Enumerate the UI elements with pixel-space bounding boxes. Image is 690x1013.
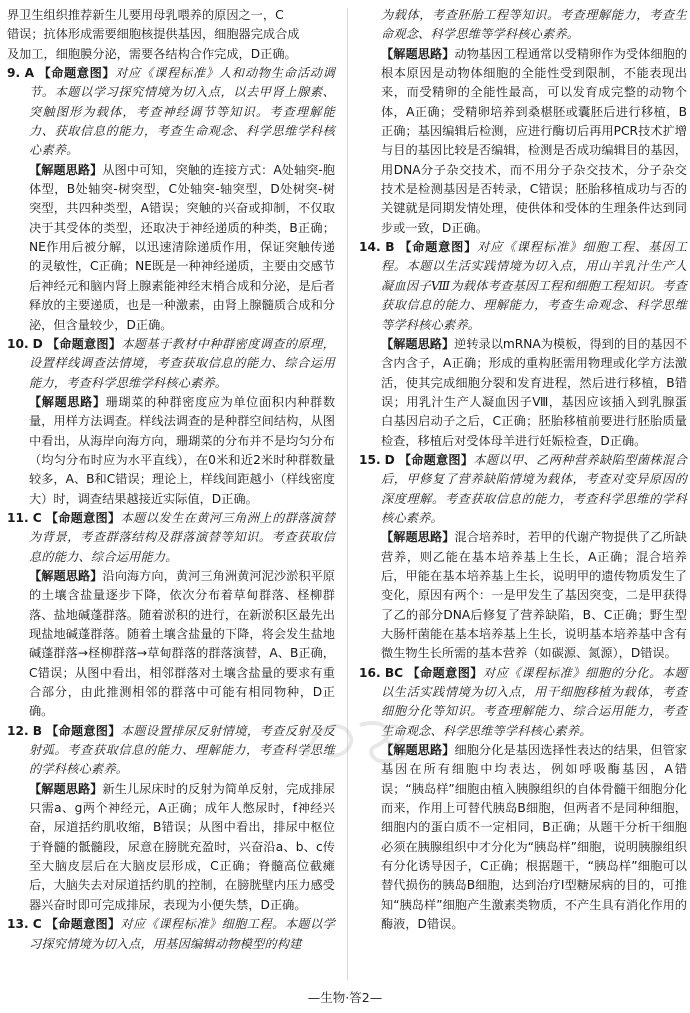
question-number: 15.: [359, 452, 381, 467]
thought-label: 【解题思路】: [381, 336, 455, 351]
question-14: [359, 238, 687, 335]
thought-label: 【解题思路】: [29, 568, 103, 583]
intent-text: 本题以甲、乙两种营养缺陷型菌株混合后，甲修复了营养缺陷情境为载体，考查对变异原因的深度理解。考查获取信息的能力，考查科学思维的学科核心素养。: [381, 452, 687, 525]
thought-block-14: [359, 335, 687, 451]
intro-line: 及加工，细胞膜分泌，需要各结构合作完成，D正确。: [7, 46, 297, 61]
thought-block-12: [7, 780, 335, 915]
thought-block-10: [7, 393, 335, 509]
intent-text: 对应《课程标准》细胞工程。本题以学习探究情境为切入点，用基因编辑动物模型的构建: [29, 917, 335, 951]
thought-text: 从图中可知，突触的连接方式：A处轴突-胞体型，B处轴突-树突型，C处轴突-轴突型，D处树突-树突型，共四种类型，A错误；突触的兴奋或抑制，不仅取决于其受体的类型，还取决于神经递质的种类，B正确；NE作用后被分解，以迅速清除递质作用，保证突触传递的灵敏性，C正确；NE既是一种神经递质，主要由交感节后神经元和脑内肾上腺素能神经末梢合成和分泌，是后者释放的主要递质，也是一种激素，由肾上腺髓质合成和分泌，但含量较少，D正确。: [29, 162, 335, 332]
thought-text: 动物基因工程通常以受精卵作为受体细胞的根本原因是动物体细胞的全能性受到限制，不能表现出来，而受精卵的全能性最高，可以发育成完整的动物个体，A正确；受精卵培养到桑椹胚或囊胚后进行移植，B正确；基因编辑后检测，应进行酶切后再用PCR技术扩增与目的基因比较是否编辑，检测是否成功编辑目的基因，用DNA分子杂交技术，而不用分子杂交技术，分子杂交技术是检测基因是否转录，C错误；胚胎移植成功与否的关键就是同期发情处理，使供体和受体的生理条件达到同步或一致，D正确。: [381, 46, 687, 235]
thought-block-13: [359, 45, 687, 238]
question-number: 10.: [7, 336, 29, 351]
continued-intent: [359, 6, 687, 45]
question-11: [7, 509, 335, 567]
thought-text: 新生儿尿床时的反射为简单反射，完成排尿只需a、g两个神经元，A正确；成年人憋尿时，f神经兴奋，尿道括约肌收缩，B错误；从图中看出，排尿中枢位于脊髓的骶髓段，尿意在膀胱充盈时，兴奋沿a、b、c传至大脑皮层后在大脑皮层形成，C正确；脊髓高位截瘫后，大脑失去对尿道括约肌的控制，在膀胱壁内压力感受器兴奋时即可完成排尿，表现为小便失禁，D正确。: [29, 781, 335, 912]
question-9: [7, 64, 335, 161]
right-column: [359, 6, 687, 935]
answer-letter: B: [385, 240, 395, 255]
question-number: 12.: [7, 723, 29, 738]
intro-line: 界卫生组织推荐新生儿要用母乳喂养的原因之一，C: [7, 8, 284, 22]
thought-label: 【解题思路】: [29, 781, 103, 796]
thought-block-9: [7, 161, 335, 335]
intro-line: 错误；抗体形成需要细胞核提供基因，细胞器完成合成: [7, 27, 300, 42]
intent-label: 【命题意图】: [407, 665, 483, 680]
answer-letter: BC: [384, 665, 404, 680]
intent-text: 对应《课程标准》人和动物生命活动调节。本题以学习探究情境为切入点，以去甲肾上腺素、突触图形为载体，考查神经调节等知识。考查理解能力、获取信息的能力，考查生命观念、科学思维学科核心素养。: [29, 66, 336, 158]
intent-text: 对应《课程标准》细胞的分化。本题以生活实践情境为切入点，用干细胞移植为载体，考查细胞分化等知识。考查理解能力、综合运用能力，考查生命观念、科学思维等学科核心素养。: [381, 665, 688, 738]
intent-label: 【命题意图】: [399, 240, 478, 255]
page-footer: —生物·答2—: [307, 990, 383, 1005]
thought-text: 珊瑚菜的种群密度应为单位面积内种群数量，用样方法调查。样线法调查的是种群空间结构，从图中看出，从海岸向海方向，珊瑚菜的分布并不是均匀分布（均匀分布时应为水平直线），在0米和近2米时种群数量较多，A、B和C错误；理论上，样线间距越小（样线密度大）时，调查结果越接近实际值，D正确。: [29, 394, 336, 506]
intent-text: 对应《课程标准》细胞工程、基因工程。本题以生活实践情境为切入点，用山羊乳汁生产人凝血因子Ⅷ为载体考查基因工程和细胞工程知识。考查获取信息的能力、理解能力，考查生命观念、科学思维等学科核心素养。: [381, 240, 688, 332]
intent-text: 为载体，考查胚胎工程等知识。考查理解能力，考查生命观念、科学思维等学科核心素养。: [381, 8, 687, 42]
watermark-logo-icon: [298, 713, 418, 771]
intent-label: 【命题意图】: [46, 336, 122, 351]
answer-letter: D: [32, 336, 43, 351]
question-13: [7, 915, 335, 954]
intent-label: 【命题意图】: [45, 917, 121, 932]
intent-label: 【命题意图】: [38, 66, 116, 81]
thought-text: 细胞分化是基因选择性表达的结果，但管家基因在所有细胞中均表达，例如呼吸酶基因，A错误；“胰岛样”细胞由植入胰腺组织的自体骨髓干细胞分化而来，作用上可替代胰岛B细胞，但两者不是同种细胞，细胞内的蛋白质不一定相同，B正确；从题干分析干细胞必须在胰腺组织中才分化为“胰岛样”细胞，说明胰腺组织有分化诱导因子，C正确；根据题干，“胰岛样”细胞可以替代损伤的胰岛B细胞，达到治疗Ⅰ型糖尿病的目的，可推知“胰岛样”细胞产生激素类物质，不产生具有消化作用的酶液，D错误。: [381, 743, 687, 932]
thought-label: 【解题思路】: [29, 162, 103, 177]
column-divider: [347, 8, 348, 980]
intent-label: 【命题意图】: [45, 510, 121, 525]
question-number: 9.: [7, 66, 21, 81]
question-number: 11.: [7, 510, 29, 525]
intent-text: 本题设置排尿反射情境，考查反射及反射弧。考查获取信息的能力、理解能力，考查科学思维的学科核心素养。: [29, 723, 336, 777]
question-10: [7, 335, 335, 393]
thought-block-15: [359, 528, 687, 663]
intent-text: 本题以发生在黄河三角洲上的群落演替为背景，考查群落结构及群落演替等知识。考查获取信息的能力、综合运用能力。: [29, 510, 335, 564]
thought-text: 沿向海方向，黄河三角洲黄河泥沙淤积平原的土壤含盐量逐步下降，依次分布着草甸群落、柽柳群落、盐地碱蓬群落。随着淤积的进行，在新淤积区最先出现盐地碱蓬群落。随着土壤含盐量的下降，将会发生盐地碱蓬群落→柽柳群落→草甸群落的群落演替，A、B正确，C错误；从图中看出，相邻群落对土壤含盐量的要求有重合部分，由此推测相邻的群落中可能有相同物种，D正确。: [29, 568, 335, 719]
answer-letter: D: [384, 452, 395, 467]
thought-label: 【解题思路】: [29, 394, 106, 409]
thought-text: 混合培养时，若甲的代谢产物提供了乙所缺营养，则乙能在基本培养基上生长，A正确；混合培养后，甲能在基本培养基上生长，说明甲的遗传物质发生了变化，原因有两个：一是甲发生了基因突变，二是甲获得了乙的部分DNA后修复了营养缺陷，B、C正确；野生型大肠杆菌能在基本培养基上生长，说明基本培养基中含有微生物生长所需的基本营养（如碳源、氮源），D错误。: [381, 530, 687, 661]
thought-label: 【解题思路】: [381, 46, 455, 61]
thought-label: 【解题思路】: [381, 530, 455, 545]
answer-letter: C: [32, 510, 42, 525]
answer-letter: B: [32, 723, 42, 738]
thought-block-11: [7, 567, 335, 722]
answer-letter: A: [24, 66, 35, 81]
question-15: [359, 451, 687, 528]
intent-text: 本题基于教材中种群密度调查的原理，设置样线调查法情境，考查获取信息的能力、综合运用能力，考查科学思维学科核心素养。: [29, 336, 335, 390]
left-column: [7, 6, 335, 954]
question-number: 14.: [359, 240, 381, 255]
thought-label: 【解题思路】: [381, 743, 455, 758]
question-number: 13.: [7, 917, 29, 932]
question-12: [7, 722, 335, 780]
intent-label: 【命题意图】: [398, 452, 474, 467]
thought-text: 逆转录以mRNA为模板，得到的目的基因不含内含子，A正确；形成的重构胚需用物理或化学方法激活，使其完成细胞分裂和发育进程，然后进行移植，B错误；用乳汁生产人凝血因子Ⅷ，基因应该插入到乳腺蛋白基因启动子之后，C正确；胚胎移植前要进行胚胎质量检查，移植后对受体母羊进行妊娠检查，D正确。: [381, 336, 688, 448]
question-number: 16.: [359, 665, 381, 680]
answer-letter: C: [32, 917, 42, 932]
intent-label: 【命题意图】: [46, 723, 121, 738]
